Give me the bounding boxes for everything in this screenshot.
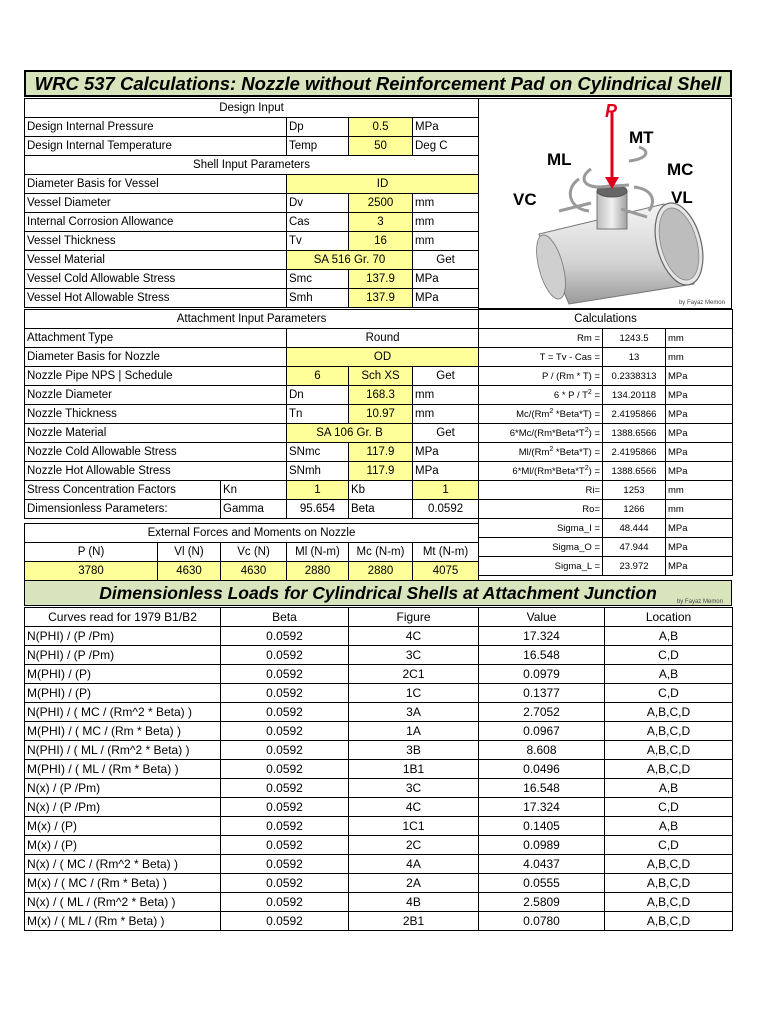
nozzle-material-label: Nozzle Material — [25, 424, 287, 443]
row-nozzle-cold-stress — [25, 443, 479, 462]
vessel-hot-stress-value: 137.9 — [349, 289, 413, 308]
scf-label: Stress Concentration Factors — [25, 481, 221, 500]
design-pressure-input[interactable]: 0.5 — [349, 118, 413, 137]
load-beta: 0.0592 — [221, 874, 349, 893]
load-beta: 0.0592 — [221, 855, 349, 874]
row-attachment-type — [25, 329, 479, 348]
calc-mc-unit: MPa — [666, 405, 733, 424]
vessel-diameter-input[interactable]: 2500 — [349, 194, 413, 213]
load-beta: 0.0592 — [221, 627, 349, 646]
calc-ml-value: 2.4195866 — [603, 443, 666, 462]
load-value: 0.0989 — [479, 836, 605, 855]
load-location: C,D — [605, 836, 733, 855]
vessel-hot-stress-label: Vessel Hot Allowable Stress — [25, 289, 287, 308]
load-location: A,B,C,D — [605, 855, 733, 874]
attachment-table — [24, 309, 479, 519]
input-table — [24, 98, 479, 308]
nozzle-schedule-select[interactable]: Sch XS — [349, 367, 413, 386]
calc-mc-value: 2.4195866 — [603, 405, 666, 424]
calc-row — [479, 405, 733, 424]
force-mc-input[interactable]: 2880 — [349, 562, 413, 581]
calc-sigma-l-label: Sigma_L = — [479, 557, 603, 576]
gamma-value: 95.654 — [287, 500, 349, 519]
load-p-arrow — [605, 111, 619, 189]
load-beta: 0.0592 — [221, 722, 349, 741]
design-pressure-unit: MPa — [413, 118, 479, 137]
attachment-input-header: Attachment Input Parameters — [25, 310, 479, 329]
forces-column-headers — [25, 543, 479, 562]
loads-col-beta: Beta — [221, 608, 349, 627]
beta-value: 0.0592 — [413, 500, 479, 519]
label-vc: VC — [513, 190, 537, 209]
calc-row — [479, 557, 733, 576]
table-row — [25, 703, 733, 722]
table-row — [25, 798, 733, 817]
loads-table-body — [25, 608, 733, 931]
load-curve: M(x) / ( ML / (Rm * Beta) ) — [25, 912, 221, 931]
load-value: 2.7052 — [479, 703, 605, 722]
load-location: A,B,C,D — [605, 741, 733, 760]
load-figure: 3C — [349, 779, 479, 798]
label-p: P — [605, 101, 618, 121]
calc-t-label: T = Tv - Cas = — [479, 348, 603, 367]
shell-input-header: Shell Input Parameters — [25, 156, 479, 175]
row-design-temperature — [25, 137, 479, 156]
calc-6ml-unit: MPa — [666, 462, 733, 481]
calculations-table — [478, 309, 733, 576]
calc-t-unit: mm — [666, 348, 733, 367]
vessel-cold-stress-unit: MPa — [413, 270, 479, 289]
gamma-label: Gamma — [221, 500, 287, 519]
row-vessel-cold-stress — [25, 270, 479, 289]
vessel-hot-stress-symbol: Smh — [287, 289, 349, 308]
row-vessel-thickness — [25, 232, 479, 251]
nozzle-hot-stress-unit: MPa — [413, 462, 479, 481]
row-stress-concentration — [25, 481, 479, 500]
load-figure: 3C — [349, 646, 479, 665]
label-vl: VL — [671, 188, 693, 207]
loads-col-figure: Figure — [349, 608, 479, 627]
load-beta: 0.0592 — [221, 760, 349, 779]
label-mc: MC — [667, 160, 694, 179]
calc-ro-unit: mm — [666, 500, 733, 519]
load-location: C,D — [605, 798, 733, 817]
force-col-ml: Ml (N-m) — [287, 543, 349, 562]
calc-row — [479, 329, 733, 348]
calc-rm-value: 1243.5 — [603, 329, 666, 348]
calc-t-value: 13 — [603, 348, 666, 367]
calc-ro-label: Ro= — [479, 500, 603, 519]
calc-6p-label: 6 * P / $T^2$ = — [479, 386, 603, 405]
kn-label: Kn — [221, 481, 287, 500]
load-curve: N(PHI) / (P /Pm) — [25, 627, 221, 646]
row-design-pressure — [25, 118, 479, 137]
table-row — [25, 684, 733, 703]
row-nozzle-nps — [25, 367, 479, 386]
load-location: A,B — [605, 779, 733, 798]
nozzle-nps-select[interactable]: 6 — [287, 367, 349, 386]
table-row — [25, 836, 733, 855]
load-beta: 0.0592 — [221, 817, 349, 836]
table-row — [25, 741, 733, 760]
load-value: 17.324 — [479, 798, 605, 817]
nozzle-cold-stress-unit: MPa — [413, 443, 479, 462]
table-row — [25, 779, 733, 798]
nozzle-nps-label: Nozzle Pipe NPS | Schedule — [25, 367, 287, 386]
loads-credit: by Fayaz Memon — [676, 599, 723, 605]
corrosion-allowance-input[interactable]: 3 — [349, 213, 413, 232]
vessel-basis-label: Diameter Basis for Vessel — [25, 175, 287, 194]
calc-row — [479, 500, 733, 519]
nozzle-diameter-label: Nozzle Diameter — [25, 386, 287, 405]
figure-credit: by Fayaz Memon — [678, 300, 725, 306]
force-mt-input[interactable]: 4075 — [413, 562, 479, 581]
load-curve: N(x) / (P /Pm) — [25, 798, 221, 817]
loads-table — [24, 607, 733, 931]
load-figure: 1C — [349, 684, 479, 703]
load-location: A,B,C,D — [605, 893, 733, 912]
load-location: A,B,C,D — [605, 760, 733, 779]
row-nozzle-thickness — [25, 405, 479, 424]
design-temperature-label: Design Internal Temperature — [25, 137, 287, 156]
load-location: C,D — [605, 684, 733, 703]
calc-sigma-o-unit: MPa — [666, 538, 733, 557]
forces-table — [24, 523, 479, 581]
nozzle-thickness-value[interactable]: 10.97 — [349, 405, 413, 424]
table-row — [25, 893, 733, 912]
load-value: 4.0437 — [479, 855, 605, 874]
kn-input[interactable]: 1 — [287, 481, 349, 500]
load-location: C,D — [605, 646, 733, 665]
design-pressure-label: Design Internal Pressure — [25, 118, 287, 137]
nozzle-diameter-value[interactable]: 168.3 — [349, 386, 413, 405]
load-value: 16.548 — [479, 646, 605, 665]
force-col-p: P (N) — [25, 543, 158, 562]
load-figure: 2C — [349, 836, 479, 855]
calc-row — [479, 443, 733, 462]
load-curve: N(x) / ( MC / (Rm^2 * Beta) ) — [25, 855, 221, 874]
load-curve: N(PHI) / (P /Pm) — [25, 646, 221, 665]
load-curve: N(x) / (P /Pm) — [25, 779, 221, 798]
calc-ri-label: Ri= — [479, 481, 603, 500]
load-location: A,B,C,D — [605, 703, 733, 722]
force-col-vl: Vl (N) — [158, 543, 221, 562]
vessel-thickness-label: Vessel Thickness — [25, 232, 287, 251]
load-location: A,B — [605, 665, 733, 684]
load-figure: 4B — [349, 893, 479, 912]
loads-col-value: Value — [479, 608, 605, 627]
load-beta: 0.0592 — [221, 912, 349, 931]
table-row — [25, 646, 733, 665]
table-row — [25, 722, 733, 741]
loads-section-title — [24, 580, 732, 606]
calc-ro-value: 1266 — [603, 500, 666, 519]
vessel-diameter-label: Vessel Diameter — [25, 194, 287, 213]
load-figure: 4A — [349, 855, 479, 874]
calc-row — [479, 348, 733, 367]
vessel-basis-select[interactable]: ID — [287, 175, 479, 194]
calc-6ml-value: 1388.6566 — [603, 462, 666, 481]
load-location: A,B,C,D — [605, 912, 733, 931]
load-beta: 0.0592 — [221, 798, 349, 817]
load-curve: N(x) / ( ML / (Rm^2 * Beta) ) — [25, 893, 221, 912]
corrosion-allowance-unit: mm — [413, 213, 479, 232]
nozzle-hot-stress-value: 117.9 — [349, 462, 413, 481]
beta-label: Beta — [349, 500, 413, 519]
calc-p-rmt-unit: MPa — [666, 367, 733, 386]
calc-6ml-label: $6*Ml/(Rm*Beta*T^2)$ = — [479, 462, 603, 481]
corrosion-allowance-symbol: Cas — [287, 213, 349, 232]
vessel-cold-stress-label: Vessel Cold Allowable Stress — [25, 270, 287, 289]
load-beta: 0.0592 — [221, 779, 349, 798]
nozzle-shape — [597, 185, 627, 229]
vessel-diameter-unit: mm — [413, 194, 479, 213]
loads-col-location: Location — [605, 608, 733, 627]
calc-ri-unit: mm — [666, 481, 733, 500]
calc-rm-label: Rm = — [479, 329, 603, 348]
nozzle-thickness-unit: mm — [413, 405, 479, 424]
load-figure: 4C — [349, 627, 479, 646]
load-value: 8.608 — [479, 741, 605, 760]
row-vessel-material — [25, 251, 479, 270]
loads-column-headers — [25, 608, 733, 627]
load-figure: 2B1 — [349, 912, 479, 931]
nozzle-thickness-label: Nozzle Thickness — [25, 405, 287, 424]
load-value: 16.548 — [479, 779, 605, 798]
load-curve: N(PHI) / ( MC / (Rm^2 * Beta) ) — [25, 703, 221, 722]
table-row — [25, 912, 733, 931]
calculations-header: Calculations — [479, 310, 733, 329]
load-beta: 0.0592 — [221, 646, 349, 665]
force-vc-input[interactable]: 4630 — [221, 562, 287, 581]
nozzle-diameter-symbol: Dn — [287, 386, 349, 405]
load-figure: 3B — [349, 741, 479, 760]
vessel-material-label: Vessel Material — [25, 251, 287, 270]
load-figure: 4C — [349, 798, 479, 817]
vessel-thickness-symbol: Tv — [287, 232, 349, 251]
force-vl-input[interactable]: 4630 — [158, 562, 221, 581]
calc-sigma-i-value: 48.444 — [603, 519, 666, 538]
vessel-cold-stress-value: 137.9 — [349, 270, 413, 289]
table-row — [25, 817, 733, 836]
load-figure: 3A — [349, 703, 479, 722]
calc-6mc-label: $6*Mc/(Rm*Beta*T^2)$ = — [479, 424, 603, 443]
table-row — [25, 665, 733, 684]
calc-6p-value: 134.20118 — [603, 386, 666, 405]
calc-row — [479, 367, 733, 386]
nozzle-nps-get-button[interactable]: Get — [413, 367, 479, 386]
load-figure: 1C1 — [349, 817, 479, 836]
load-location: A,B — [605, 817, 733, 836]
dimensionless-label: Dimensionless Parameters: — [25, 500, 221, 519]
vessel-diameter-symbol: Dv — [287, 194, 349, 213]
forces-values — [25, 562, 479, 581]
vessel-hot-stress-unit: MPa — [413, 289, 479, 308]
calc-sigma-l-value: 23.972 — [603, 557, 666, 576]
calc-row — [479, 481, 733, 500]
calc-mc-label: Mc/(Rm$^2$ *Beta*T) = — [479, 405, 603, 424]
load-location: A,B — [605, 627, 733, 646]
calc-ml-label: Ml/(Rm$^2$ *Beta*T) = — [479, 443, 603, 462]
kb-label: Kb — [349, 481, 413, 500]
nozzle-cold-stress-label: Nozzle Cold Allowable Stress — [25, 443, 287, 462]
calc-sigma-i-unit: MPa — [666, 519, 733, 538]
calc-6p-unit: MPa — [666, 386, 733, 405]
vessel-thickness-input[interactable]: 16 — [349, 232, 413, 251]
row-corrosion-allowance — [25, 213, 479, 232]
attachment-type-label: Attachment Type — [25, 329, 287, 348]
load-beta: 0.0592 — [221, 684, 349, 703]
calc-6mc-unit: MPa — [666, 424, 733, 443]
worksheet — [24, 70, 732, 930]
vessel-material-select[interactable]: SA 516 Gr. 70 — [287, 251, 413, 270]
vessel-thickness-unit: mm — [413, 232, 479, 251]
load-curve: M(x) / ( MC / (Rm * Beta) ) — [25, 874, 221, 893]
load-beta: 0.0592 — [221, 665, 349, 684]
row-nozzle-basis — [25, 348, 479, 367]
load-value: 0.1377 — [479, 684, 605, 703]
row-dimensionless-params — [25, 500, 479, 519]
load-curve: M(PHI) / (P) — [25, 665, 221, 684]
row-nozzle-diameter — [25, 386, 479, 405]
design-temperature-input[interactable]: 50 — [349, 137, 413, 156]
loads-col-curve: Curves read for 1979 B1/B2 — [25, 608, 221, 627]
nozzle-cold-stress-value: 117.9 — [349, 443, 413, 462]
kb-input[interactable]: 1 — [413, 481, 479, 500]
calc-p-rmt-label: P / (Rm * T) = — [479, 367, 603, 386]
nozzle-diameter-unit: mm — [413, 386, 479, 405]
design-temperature-unit: Deg C — [413, 137, 479, 156]
load-curve: M(PHI) / ( ML / (Rm * Beta) ) — [25, 760, 221, 779]
load-beta: 0.0592 — [221, 836, 349, 855]
row-vessel-basis — [25, 175, 479, 194]
table-row — [25, 874, 733, 893]
corrosion-allowance-label: Internal Corrosion Allowance — [25, 213, 287, 232]
load-curve: M(PHI) / (P) — [25, 684, 221, 703]
vessel-cold-stress-symbol: Smc — [287, 270, 349, 289]
load-curve: M(x) / (P) — [25, 817, 221, 836]
force-p-input[interactable]: 3780 — [25, 562, 158, 581]
force-col-vc: Vc (N) — [221, 543, 287, 562]
calc-ri-value: 1253 — [603, 481, 666, 500]
load-value: 0.0979 — [479, 665, 605, 684]
row-nozzle-material — [25, 424, 479, 443]
loads-title-text: Dimensionless Loads for Cylindrical Shells at Attachment Junction — [99, 583, 657, 603]
nozzle-hot-stress-label: Nozzle Hot Allowable Stress — [25, 462, 287, 481]
load-beta: 0.0592 — [221, 741, 349, 760]
design-temperature-symbol: Temp — [287, 137, 349, 156]
calc-p-rmt-value: 0.2338313 — [603, 367, 666, 386]
nozzle-thickness-symbol: Tn — [287, 405, 349, 424]
load-value: 0.0555 — [479, 874, 605, 893]
calc-row — [479, 386, 733, 405]
calc-rm-unit: mm — [666, 329, 733, 348]
calc-sigma-o-value: 47.944 — [603, 538, 666, 557]
nozzle-basis-select[interactable]: OD — [287, 348, 479, 367]
load-value: 0.0496 — [479, 760, 605, 779]
label-ml: ML — [547, 150, 572, 169]
nozzle-basis-label: Diameter Basis for Nozzle — [25, 348, 287, 367]
load-location: A,B,C,D — [605, 874, 733, 893]
row-vessel-hot-stress — [25, 289, 479, 308]
nozzle-material-get-button[interactable]: Get — [413, 424, 479, 443]
attachment-type-value: Round — [287, 329, 479, 348]
load-figure: 1B1 — [349, 760, 479, 779]
calc-sigma-l-unit: MPa — [666, 557, 733, 576]
load-figure: 2C1 — [349, 665, 479, 684]
force-col-mt: Mt (N-m) — [413, 543, 479, 562]
sheet-title: WRC 537 Calculations: Nozzle without Reinforcement Pad on Cylindrical Shell — [24, 70, 732, 97]
load-value: 0.0967 — [479, 722, 605, 741]
load-value: 2.5809 — [479, 893, 605, 912]
table-row — [25, 627, 733, 646]
load-beta: 0.0592 — [221, 703, 349, 722]
design-pressure-symbol: Dp — [287, 118, 349, 137]
calc-sigma-i-label: Sigma_I = — [479, 519, 603, 538]
nozzle-cold-stress-symbol: SNmc — [287, 443, 349, 462]
load-figure: 1A — [349, 722, 479, 741]
design-input-header: Design Input — [25, 99, 479, 118]
nozzle-load-diagram — [478, 98, 732, 309]
load-location: A,B,C,D — [605, 722, 733, 741]
nozzle-hot-stress-symbol: SNmh — [287, 462, 349, 481]
forces-header: External Forces and Moments on Nozzle — [25, 524, 479, 543]
calc-row — [479, 462, 733, 481]
calc-row — [479, 424, 733, 443]
table-row — [25, 855, 733, 874]
load-curve: N(PHI) / ( ML / (Rm^2 * Beta) ) — [25, 741, 221, 760]
load-figure: 2A — [349, 874, 479, 893]
nozzle-diagram-svg — [479, 99, 731, 308]
force-col-mc: Mc (N-m) — [349, 543, 413, 562]
calc-sigma-o-label: Sigma_O = — [479, 538, 603, 557]
force-ml-input[interactable]: 2880 — [287, 562, 349, 581]
row-vessel-diameter — [25, 194, 479, 213]
load-curve: M(PHI) / ( MC / (Rm * Beta) ) — [25, 722, 221, 741]
calc-row — [479, 519, 733, 538]
vessel-material-get-button[interactable]: Get — [413, 251, 479, 270]
load-value: 0.0780 — [479, 912, 605, 931]
calc-row — [479, 538, 733, 557]
load-curve: M(x) / (P) — [25, 836, 221, 855]
calc-6mc-value: 1388.6566 — [603, 424, 666, 443]
load-value: 0.1405 — [479, 817, 605, 836]
row-nozzle-hot-stress — [25, 462, 479, 481]
label-mt: MT — [629, 128, 654, 147]
nozzle-material-select[interactable]: SA 106 Gr. B — [287, 424, 413, 443]
calc-ml-unit: MPa — [666, 443, 733, 462]
load-beta: 0.0592 — [221, 893, 349, 912]
table-row — [25, 760, 733, 779]
load-value: 17.324 — [479, 627, 605, 646]
